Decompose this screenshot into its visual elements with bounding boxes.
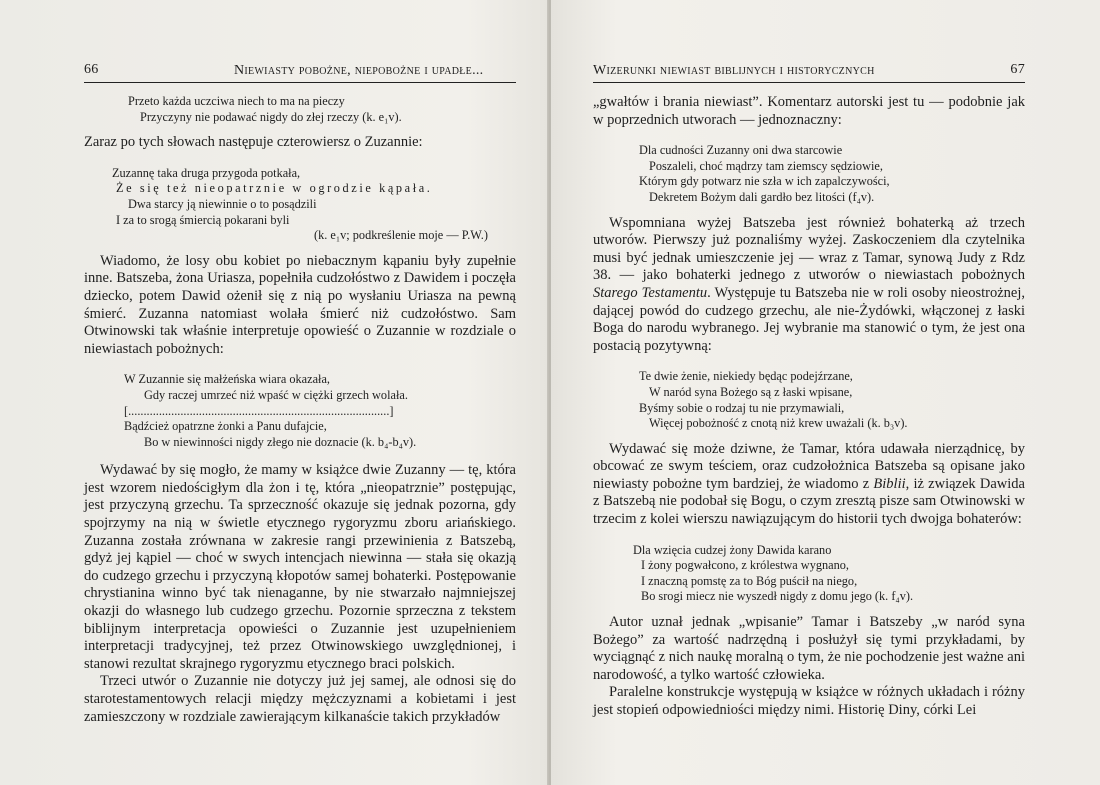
verse-block	[84, 94, 516, 125]
verse-line: Którym gdy potwarz nie szła w ich zapalczywości,	[639, 174, 890, 189]
verse-line: Więcej pobożność z cnotą niż krew uważali (k. b₃v).	[649, 416, 908, 431]
verse-line: Przeto każda uczciwa niech to ma na pieczy	[128, 94, 345, 108]
verse-line: (k. e₁v; podkreślenie moje — P.W.)	[314, 228, 488, 243]
paragraph	[593, 215, 1025, 356]
verse-line: I znaczną pomstę za to Bóg puścił na niego,	[641, 573, 858, 588]
verse-line: Bądźcież opatrzne żonki a Panu dufajcie,	[124, 419, 327, 434]
verse-block	[593, 369, 1025, 431]
running-head: Wizerunki niewiast biblijnych i historycznych	[593, 63, 875, 78]
verse-line: Bo srogi miecz nie wyszedł nigdy z domu jego (k. f₄v).	[641, 589, 914, 604]
verse-line: W Zuzannie się małżeńska wiara okazała,	[124, 372, 330, 387]
italic-title: Starego Testamentu	[593, 284, 708, 301]
page-number: 67	[1010, 62, 1025, 77]
verse-line: Bo w niewinności nigdy złego nie doznacie (k. b₄-b₄v).	[144, 434, 417, 449]
verse-block	[593, 143, 1025, 205]
right-page-header	[593, 62, 1025, 83]
left-page	[0, 0, 549, 785]
verse-line: I żony pogwałcono, z królestwa wygnano,	[641, 558, 849, 573]
paragraph	[593, 441, 1025, 529]
verse-line: Byśmy sobie o rodzaj tu nie przymawiali,	[639, 400, 845, 415]
text-run: Wspomniana wyżej Batszeba jest również bohaterką aż trzech utworów. Pierwszy już poznaliśmy wyżej. Zaskoczeniem dla czytelnika musi być jednak umieszczenie jej — wraz z Tamar, synową Judy z Rdz 38. — jako bohaterki jednego z utworów o niewiastach pobożnych	[593, 214, 1025, 284]
verse-line: Zuzannę taka druga przygoda potkała,	[112, 165, 301, 180]
verse-line: Przyczyny nie podawać nigdy do złej rzeczy (k. e₁v).	[140, 109, 402, 124]
verse-line: I za to srogą śmiercią pokarani byli	[116, 212, 290, 227]
verse-block	[84, 166, 516, 244]
paragraph: Zaraz po tych słowach następuje czterowiersz o Zuzannie:	[84, 134, 423, 151]
text-run: Wydawać się może dziwne, że Tamar, która udawała nierządnicę, by obcować ze swym teściem, oraz cudzołożnica Batszeba są opisane jako niewiasty pobożne tym bardziej, że wiadomo z	[593, 440, 1025, 492]
right-page	[551, 0, 1100, 785]
verse-line: Dla wzięcia cudzej żony Dawida karano	[633, 542, 832, 557]
verse-line: Dla cudności Zuzanny oni dwa starcowie	[639, 143, 843, 158]
page-number: 66	[84, 62, 99, 77]
paragraph: „gwałtów i brania niewiast”. Komentarz autorski jest tu — podobnie jak w poprzednich utworach — jednoznaczny:	[593, 94, 1025, 128]
verse-line: Że się też nieopatrznie w ogrodzie kąpała.	[116, 181, 433, 196]
verse-line: W naród syna Bożego są z łaski wpisane,	[649, 384, 853, 399]
verse-line: Gdy raczej umrzeć niż wpaść w ciężki grzech wolała.	[144, 387, 408, 402]
text-run: , iż związek Dawida z Batszebą nie podobał się Bogu, o czym zresztą pisze sam Otwinowski w trzecim z kolei wierszu nawiązującym do historii tych dwojga bohaterów:	[593, 475, 1025, 528]
verse-line: [.....................................................................................]	[124, 403, 394, 418]
verse-line: Dekretem Bożym dali gardło bez litości (f₄v).	[649, 189, 875, 204]
verse-block	[84, 372, 516, 450]
verse-line: Poszaleli, choć mądrzy tam ziemscy sędziowie,	[649, 158, 883, 173]
left-page-header	[84, 62, 516, 83]
paragraph: Wydawać by się mogło, że mamy w książce dwie Zuzanny — tę, która jest wzorem niedościgłym dla żon i tę, która „nieopatrznie” postępując, jest przyczyną grzechu. Ta sprzeczność okazuje się jednak pozorna, gdy spojrzymy na nią w świetle etycznego rygoryzmu zboru ariańskiego. Zuzanna została zrównana w zakresie rangi przewinienia z Batszebą, gdyż jej kąpiel — choć w swych intencjach niewinna — stała się okazją do cudzego grzechu i przyczyną kłopotów samej bohaterki. Postępowanie chrystianina winno być tak nienaganne, by nie stwarzało najmniejszej okazji do własnego lub cudzego grzechu. Pozornie sprzeczna z tekstem biblijnym interpretacja opowieści o Zuzannie jest uzupełnieniem interpretacji tradycyjnej, też przez Otwinowskiego uwzględnionej, i stanowi rezultat skrajnego rygoryzmu etycznego braci polskich.	[84, 462, 516, 672]
paragraph: Wiadomo, że losy obu kobiet po niebacznym kąpaniu były zupełnie inne. Batszeba, żona Uriasza, popełniła cudzołóstwo z Dawidem i poczęła dziecko, potem Dawid ożenił się z nią po wysłaniu Uriasza na pewną śmierć. Zuzanna natomiast wolała śmierć niż cudzołóstwo. Sam Otwinowski tak właśnie interpretuje opowieść o Zuzannie w rozdziale o niewiastach pobożnych:	[84, 252, 516, 357]
left-page-body	[84, 94, 516, 726]
running-head: Niewiasty pobożne, niepobożne i upadłe...	[234, 63, 484, 78]
verse-line: Te dwie żenie, niekiedy będąc podejźrzane,	[639, 369, 853, 384]
verse-block	[593, 543, 1025, 605]
italic-title: Biblii	[873, 475, 906, 492]
paragraph: Autor uznał jednak „wpisanie” Tamar i Batszeby „w naród syna Bożego” za wartość nadrzędną i posłużył się tymi przykładami, by wyciągnąć z nich naukę moralną o tym, że nie pochodzenie jest ważne ani narodowość, a tylko wartość człowieka.	[593, 614, 1025, 683]
paragraph: Trzeci utwór o Zuzannie nie dotyczy już jej samej, ale odnosi się do starotestamentowych relacji między mężczyznami a kobietami i jest zamieszczony w rozdziale zawierającym kilkanaście takich przykładów	[84, 673, 516, 725]
paragraph: Paralelne konstrukcje występują w książce w różnych układach i różny jest stopień odpowiedniości między nimi. Historię Diny, córki Lei	[593, 684, 1025, 718]
text-run: . Występuje tu Batszeba nie w roli osoby nieostrożnej, dającej powód do cudzego grzechu, ale nie-Żydówki, włączonej z łaski Boga do narodu wybranego. Jej wybranie ma stanowić o tym, że jest ona postacią pozytywną:	[593, 284, 1025, 354]
right-page-body	[593, 94, 1025, 720]
verse-line: Dwa starcy ją niewinnie o to posądzili	[128, 196, 317, 211]
